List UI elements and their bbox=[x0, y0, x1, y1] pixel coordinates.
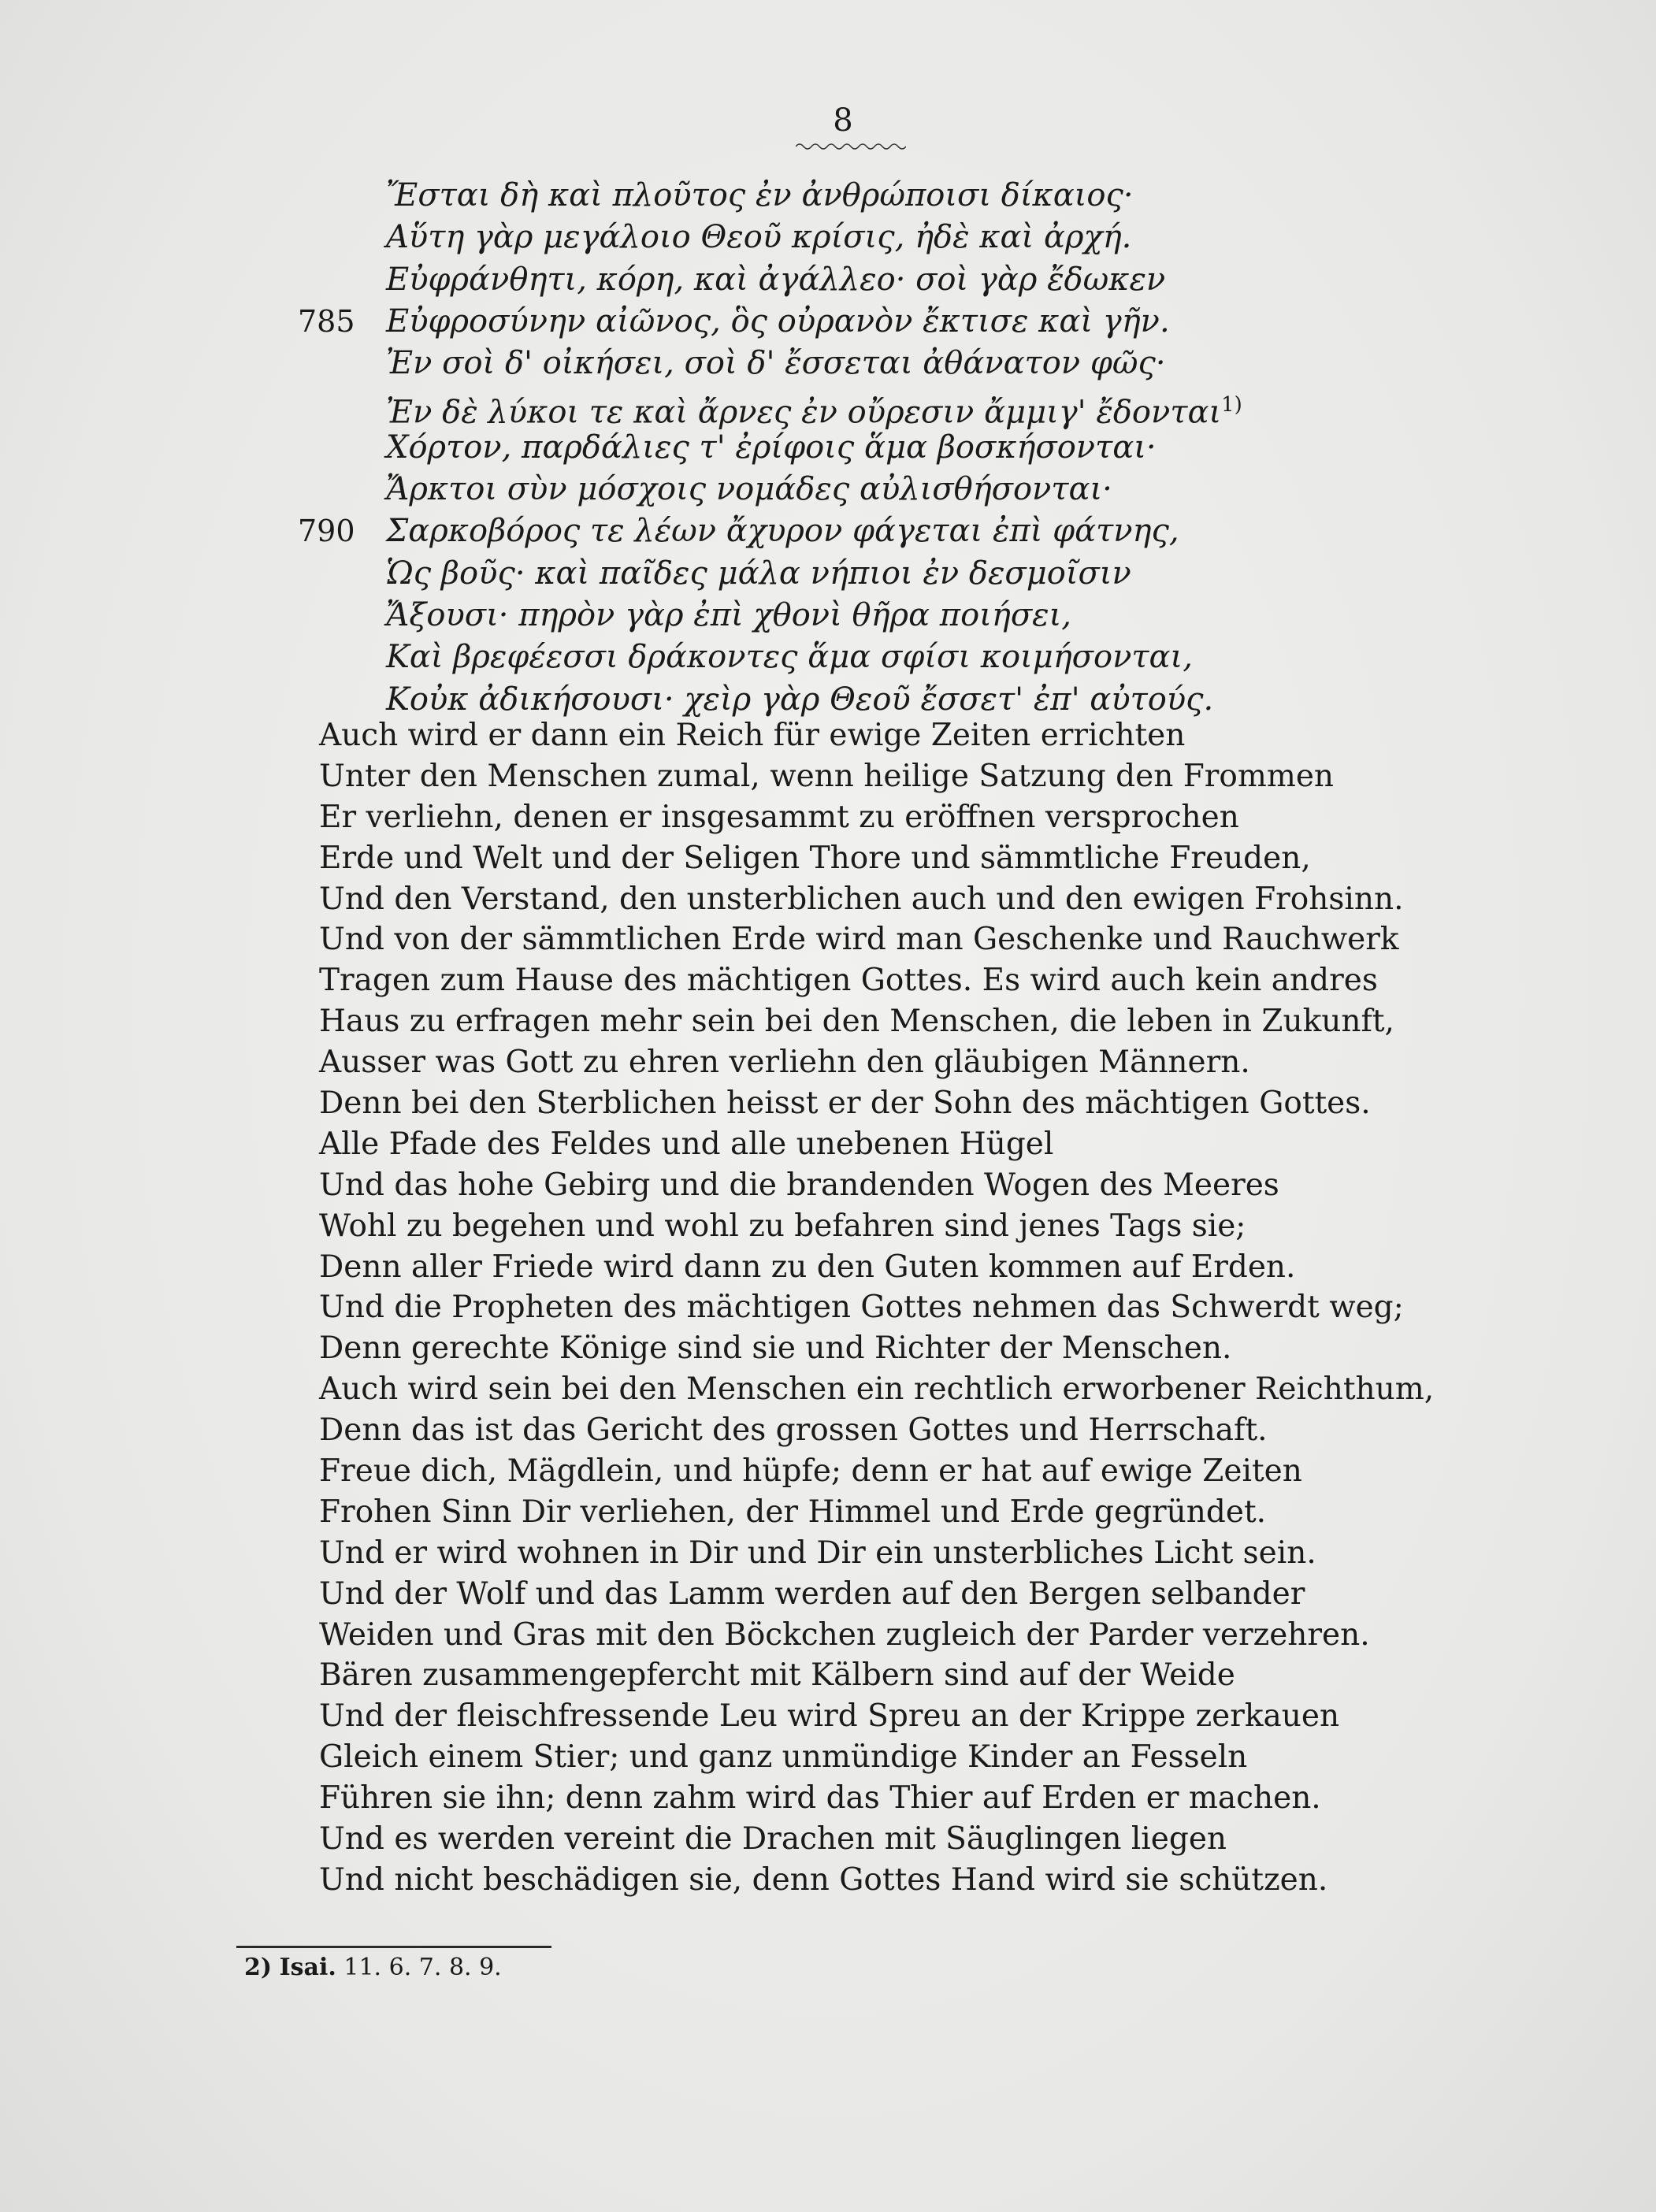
greek-verse-line bbox=[299, 217, 1402, 258]
german-verse-line: Tragen zum Hause des mächtigen Gottes. Es wird auch kein andres bbox=[319, 963, 1378, 999]
greek-verse-words: Ἄρκτοι σὺν μόσχοις νομάδες αὐλισθήσονται· bbox=[386, 471, 1112, 508]
greek-verse-text bbox=[386, 637, 1193, 678]
greek-verse-line bbox=[299, 595, 1402, 637]
greek-verse-text bbox=[386, 175, 1134, 217]
footnote-text: 11. 6. 7. 8. 9. bbox=[343, 1954, 502, 1981]
greek-verse-text bbox=[386, 595, 1071, 637]
german-verse-line: Führen sie ihn; denn zahm wird das Thier auf Erden er machen. bbox=[319, 1780, 1321, 1817]
greek-verse-line bbox=[299, 679, 1402, 721]
greek-verse-line bbox=[299, 259, 1402, 301]
german-verse-line: Auch wird sein bei den Menschen ein rechtlich erworbener Reichthum, bbox=[319, 1371, 1435, 1408]
german-verse-line: Erde und Welt und der Seligen Thore und sämmtliche Freuden, bbox=[319, 840, 1311, 876]
german-verse-line: Und nicht beschädigen sie, denn Gottes Hand wird sie schützen. bbox=[319, 1861, 1328, 1898]
greek-verse-line bbox=[299, 343, 1402, 384]
greek-verse-line bbox=[299, 637, 1402, 678]
greek-verse-words: Ἄξουσι· πηρὸν γὰρ ἐπὶ χθονὶ θῆρα ποιήσει, bbox=[386, 596, 1071, 633]
german-verse-line: Haus zu erfragen mehr sein bei den Menschen, die leben in Zukunft, bbox=[319, 1004, 1394, 1040]
german-verse-line: Bären zusammengepfercht mit Kälbern sind auf der Weide bbox=[319, 1657, 1235, 1694]
greek-verse-text bbox=[386, 510, 1179, 552]
greek-verse-text bbox=[386, 259, 1165, 301]
ornament-divider bbox=[796, 142, 906, 151]
greek-verse-text bbox=[386, 301, 1170, 343]
greek-verse-words: Ὡς βοῦς· καὶ παῖδες μάλα νήπιοι ἐν δεσμοῖσιν bbox=[386, 555, 1131, 592]
verse-number: 790 bbox=[298, 514, 355, 549]
german-verse-line: Denn aller Friede wird dann zu den Guten kommen auf Erden. bbox=[319, 1249, 1296, 1285]
german-verse-line: Gleich einem Stier; und ganz unmündige Kinder an Fesseln bbox=[319, 1739, 1248, 1776]
german-verse-line: Alle Pfade des Feldes und alle unebenen Hügel bbox=[319, 1126, 1054, 1162]
german-verse-line: Und das hohe Gebirg und die brandenden Wogen des Meeres bbox=[319, 1167, 1279, 1203]
footnote-marker: 2) bbox=[244, 1954, 273, 1981]
greek-verse-line bbox=[299, 384, 1402, 431]
greek-verse-text bbox=[386, 427, 1157, 469]
german-verse-line: Auch wird er dann ein Reich für ewige Zeiten errichten bbox=[319, 718, 1186, 753]
german-verse-line: Er verliehn, denen er insgesammt zu eröffnen versprochen bbox=[319, 799, 1239, 835]
greek-verse-words: Χόρτον, παρδάλιες τ' ἐρίφοις ἅμα βοσκήσονται· bbox=[386, 429, 1157, 466]
german-translation-block bbox=[319, 715, 1435, 1901]
german-verse-line: Und die Propheten des mächtigen Gottes nehmen das Schwerdt weg; bbox=[319, 1290, 1404, 1326]
greek-verse-words: Εὐφροσύνην αἰῶνος, ὃς οὐρανὸν ἔκτισε καὶ γῆν. bbox=[386, 302, 1170, 340]
greek-verse-words: Ἔσται δὴ καὶ πλοῦτος ἐν ἀνθρώποισι δίκαιος· bbox=[386, 177, 1134, 213]
german-verse-line: Und der fleischfressende Leu wird Spreu an der Krippe zerkauen bbox=[319, 1698, 1340, 1735]
footnote-divider bbox=[236, 1946, 551, 1948]
german-verse-line: Und der Wolf und das Lamm werden auf den Bergen selbander bbox=[319, 1575, 1305, 1612]
footnote bbox=[244, 1954, 502, 1981]
german-verse-line: Und er wird wohnen in Dir und Dir ein unsterbliches Licht sein. bbox=[319, 1535, 1316, 1571]
greek-verse-line bbox=[299, 427, 1402, 469]
greek-verse-line bbox=[299, 301, 1402, 343]
greek-verse-words: Ἐν σοὶ δ' οἰκήσει, σοὶ δ' ἔσσεται ἀθάνατον φῶς· bbox=[386, 345, 1166, 382]
german-verse-line: Freue dich, Mägdlein, und hüpfe; denn er hat auf ewige Zeiten bbox=[319, 1453, 1302, 1490]
greek-verse-text bbox=[386, 553, 1131, 595]
german-verse-line: Denn das ist das Gericht des grossen Gottes und Herrschaft. bbox=[319, 1412, 1268, 1449]
greek-verse-words: Αὕτη γὰρ μεγάλοιο Θεοῦ κρίσις, ἠδὲ καὶ ἀρχή. bbox=[386, 219, 1132, 256]
greek-verse-text bbox=[386, 343, 1166, 384]
greek-verse-line bbox=[299, 469, 1402, 510]
german-verse-line: Frohen Sinn Dir verliehen, der Himmel und Erde gegründet. bbox=[319, 1494, 1267, 1530]
footnote-reference: 1) bbox=[1221, 393, 1242, 418]
greek-verse-text bbox=[386, 679, 1213, 721]
german-verse-line: Wohl zu begehen und wohl zu befahren sind jenes Tags sie; bbox=[319, 1208, 1246, 1244]
german-verse-line: Und es werden vereint die Drachen mit Säuglingen liegen bbox=[319, 1821, 1227, 1858]
german-verse-line: Und den Verstand, den unsterblichen auch und den ewigen Frohsinn. bbox=[319, 881, 1404, 917]
german-verse-line: Denn bei den Sterblichen heisst er der Sohn des mächtigen Gottes. bbox=[319, 1086, 1371, 1122]
greek-verse-line bbox=[299, 175, 1402, 217]
page-number: 8 bbox=[833, 102, 853, 139]
greek-verse-words: Σαρκοβόρος τε λέων ἄχυρον φάγεται ἐπὶ φάτνης, bbox=[386, 513, 1179, 550]
greek-verse-words: Εὐφράνθητι, κόρη, καὶ ἀγάλλεο· σοὶ γὰρ ἔδωκεν bbox=[386, 261, 1166, 298]
german-verse-line: Denn gerechte Könige sind sie und Richter der Menschen. bbox=[319, 1331, 1232, 1367]
greek-verse-line bbox=[299, 553, 1402, 595]
greek-verse-block bbox=[299, 175, 1402, 721]
german-verse-line: Unter den Menschen zumal, wenn heilige Satzung den Frommen bbox=[319, 758, 1335, 794]
german-verse-line: Ausser was Gott zu ehren verliehn den gläubigen Männern. bbox=[319, 1045, 1250, 1081]
greek-verse-line bbox=[299, 510, 1402, 552]
greek-verse-words: Ἐν δὲ λύκοι τε καὶ ἄρνες ἐν οὔρεσιν ἄμμιγ' ἔδονται bbox=[386, 394, 1222, 431]
greek-verse-text bbox=[386, 469, 1112, 510]
footnote-ref: Isai. bbox=[279, 1954, 336, 1981]
greek-verse-text bbox=[386, 217, 1131, 258]
german-verse-line: Weiden und Gras mit den Böckchen zugleich der Parder verzehren. bbox=[319, 1616, 1370, 1653]
verse-number: 785 bbox=[298, 303, 355, 339]
greek-verse-words: Καὶ βρεφέεσσι δράκοντες ἅμα σφίσι κοιμήσονται, bbox=[386, 639, 1193, 676]
german-verse-line: Und von der sämmtlichen Erde wird man Geschenke und Rauchwerk bbox=[319, 922, 1399, 958]
greek-verse-words: Κοὐκ ἀδικήσουσι· χεὶρ γὰρ Θεοῦ ἔσσετ' ἐπ' αὐτούς. bbox=[386, 681, 1214, 718]
